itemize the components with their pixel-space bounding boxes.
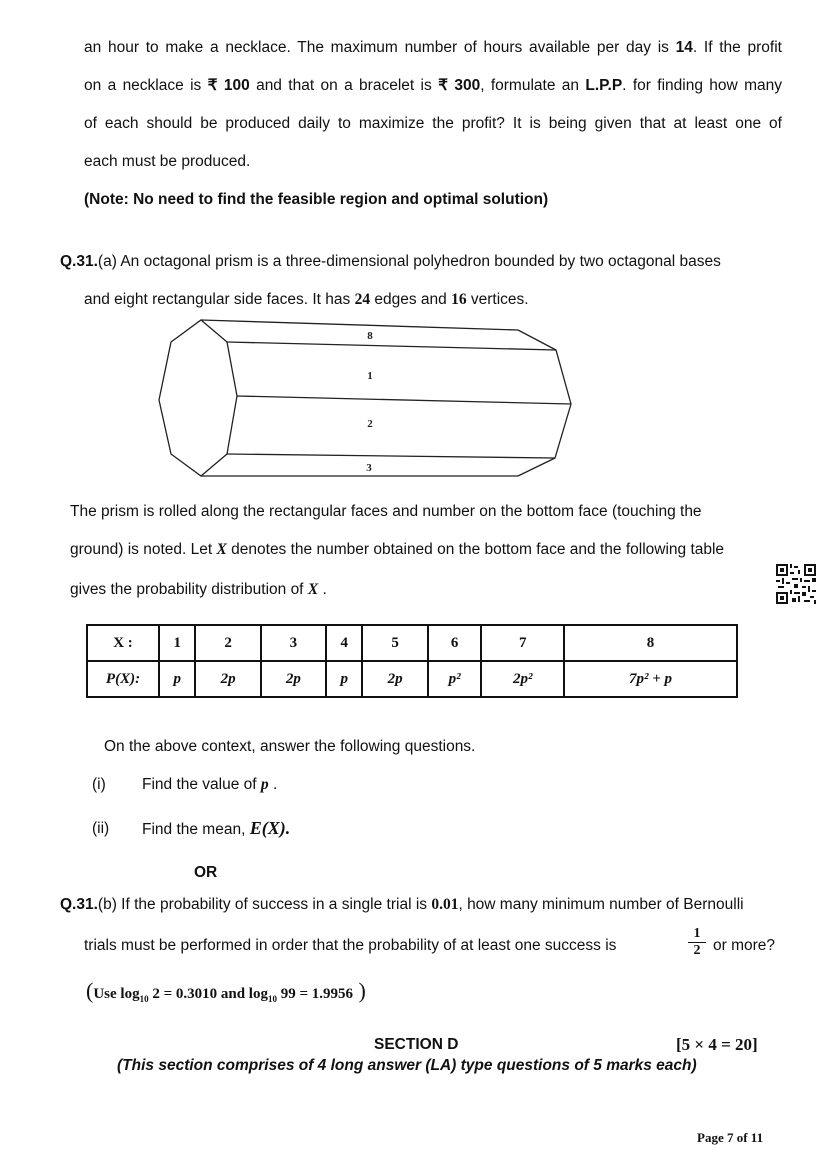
table-cell-p: 7p² + p xyxy=(564,661,737,697)
section-title: SECTION D xyxy=(374,1036,459,1053)
or-label: OR xyxy=(194,864,218,881)
q31a-text: (a) An octagonal prism is a three-dimensional polyhedron bounded by two octagonal bases xyxy=(97,253,721,270)
face-label-8: 8 xyxy=(367,330,373,342)
table-cell-x: 5 xyxy=(362,625,427,661)
face-label-2: 2 xyxy=(367,418,373,430)
variable-x: X xyxy=(216,541,227,558)
question-number: Q.31. xyxy=(60,896,98,913)
table-row-x xyxy=(87,625,737,661)
table-cell-x: 2 xyxy=(195,625,260,661)
intro-note: (Note: No need to find the feasible region and optimal solution) xyxy=(84,191,549,208)
mean-expression: E(X). xyxy=(249,818,291,838)
table-cell-x: 4 xyxy=(326,625,362,661)
table-cell-p: 2p xyxy=(261,661,326,697)
table-cell-p: 2p² xyxy=(481,661,564,697)
table-cell-x: 8 xyxy=(564,625,737,661)
success-probability: 0.01 xyxy=(431,896,459,913)
log-hint: (Use $\log_{10} 2 = 0.3010$ and $\log_{10} 99 = 1.9956$ ) xyxy=(86,978,366,1004)
intro-paragraph xyxy=(84,29,782,219)
intro-line-2: on a necklace is ₹ 100 and that on a bracelet is ₹ 300, formulate an L.P.P. for finding how many xyxy=(84,77,782,94)
section-subtitle: (This section comprises of 4 long answer (LA) type questions of 5 marks each) xyxy=(117,1057,697,1074)
variable-x: X xyxy=(307,581,319,598)
page-number: Page 7 of 11 xyxy=(697,1130,764,1145)
intro-line-3: of each should be produced daily to maximize the profit? It is being given that at least one of xyxy=(84,115,782,132)
table-cell-p: p² xyxy=(428,661,482,697)
q31b-line-2: trials must be performed in order that the probability of at least one success is xyxy=(84,937,617,954)
table-header-px: P(X): xyxy=(87,661,159,697)
intro-line-1: an hour to make a necklace. The maximum number of hours available per day is 14. If the profit xyxy=(84,39,782,56)
table-header-x: X : xyxy=(87,625,159,661)
octagonal-prism-figure xyxy=(155,318,580,480)
table-cell-p: p xyxy=(159,661,195,697)
table-cell-x: 7 xyxy=(481,625,564,661)
table-cell-x: 6 xyxy=(428,625,482,661)
sub-question-i-label: (i) xyxy=(92,776,106,793)
q31a-para-3: gives the probability distribution of X . xyxy=(70,581,327,598)
face-label-3: 3 xyxy=(366,462,372,474)
intro-line-4: each must be produced. xyxy=(84,153,251,170)
q31a-line-1 xyxy=(60,253,782,271)
table-cell-p: 2p xyxy=(362,661,427,697)
variable-p: p xyxy=(260,776,269,793)
vertices-count: 16 xyxy=(451,291,467,308)
table-row-px xyxy=(87,661,737,697)
q31a-line-2: and eight rectangular side faces. It has 24 edges and 16 vertices. xyxy=(84,291,529,308)
q31b-line-1: Q.31.(b) If the probability of success in a single trial is 0.01, how many minimum number of Bernoulli xyxy=(60,896,744,913)
edges-count: 24 xyxy=(354,291,371,308)
table-cell-p: p xyxy=(326,661,362,697)
sub-question-ii-label: (ii) xyxy=(92,820,110,837)
q31a-para-1: The prism is rolled along the rectangular faces and number on the bottom face (touching the xyxy=(70,503,702,520)
table-cell-x: 3 xyxy=(261,625,326,661)
qr-code-icon xyxy=(776,564,816,604)
q31b-line-2-end: or more? xyxy=(713,937,776,954)
fraction-one-half xyxy=(688,926,706,959)
context-line: On the above context, answer the following questions. xyxy=(104,738,476,755)
table-cell-x: 1 xyxy=(159,625,195,661)
face-label-1: 1 xyxy=(367,370,373,382)
q31a-para-2: ground) is noted. Let X denotes the number obtained on the bottom face and the following table xyxy=(70,541,725,558)
section-marks: [5 × 4 = 20] xyxy=(676,1035,758,1054)
sub-question-ii: Find the mean, E(X). xyxy=(142,818,291,838)
question-number: Q.31. xyxy=(60,253,98,270)
table-cell-p: 2p xyxy=(195,661,260,697)
probability-distribution-table xyxy=(86,624,738,698)
fraction-denominator: 2 xyxy=(688,942,706,959)
fraction-numerator: 1 xyxy=(693,926,701,941)
sub-question-i: Find the value of p . xyxy=(142,776,278,793)
